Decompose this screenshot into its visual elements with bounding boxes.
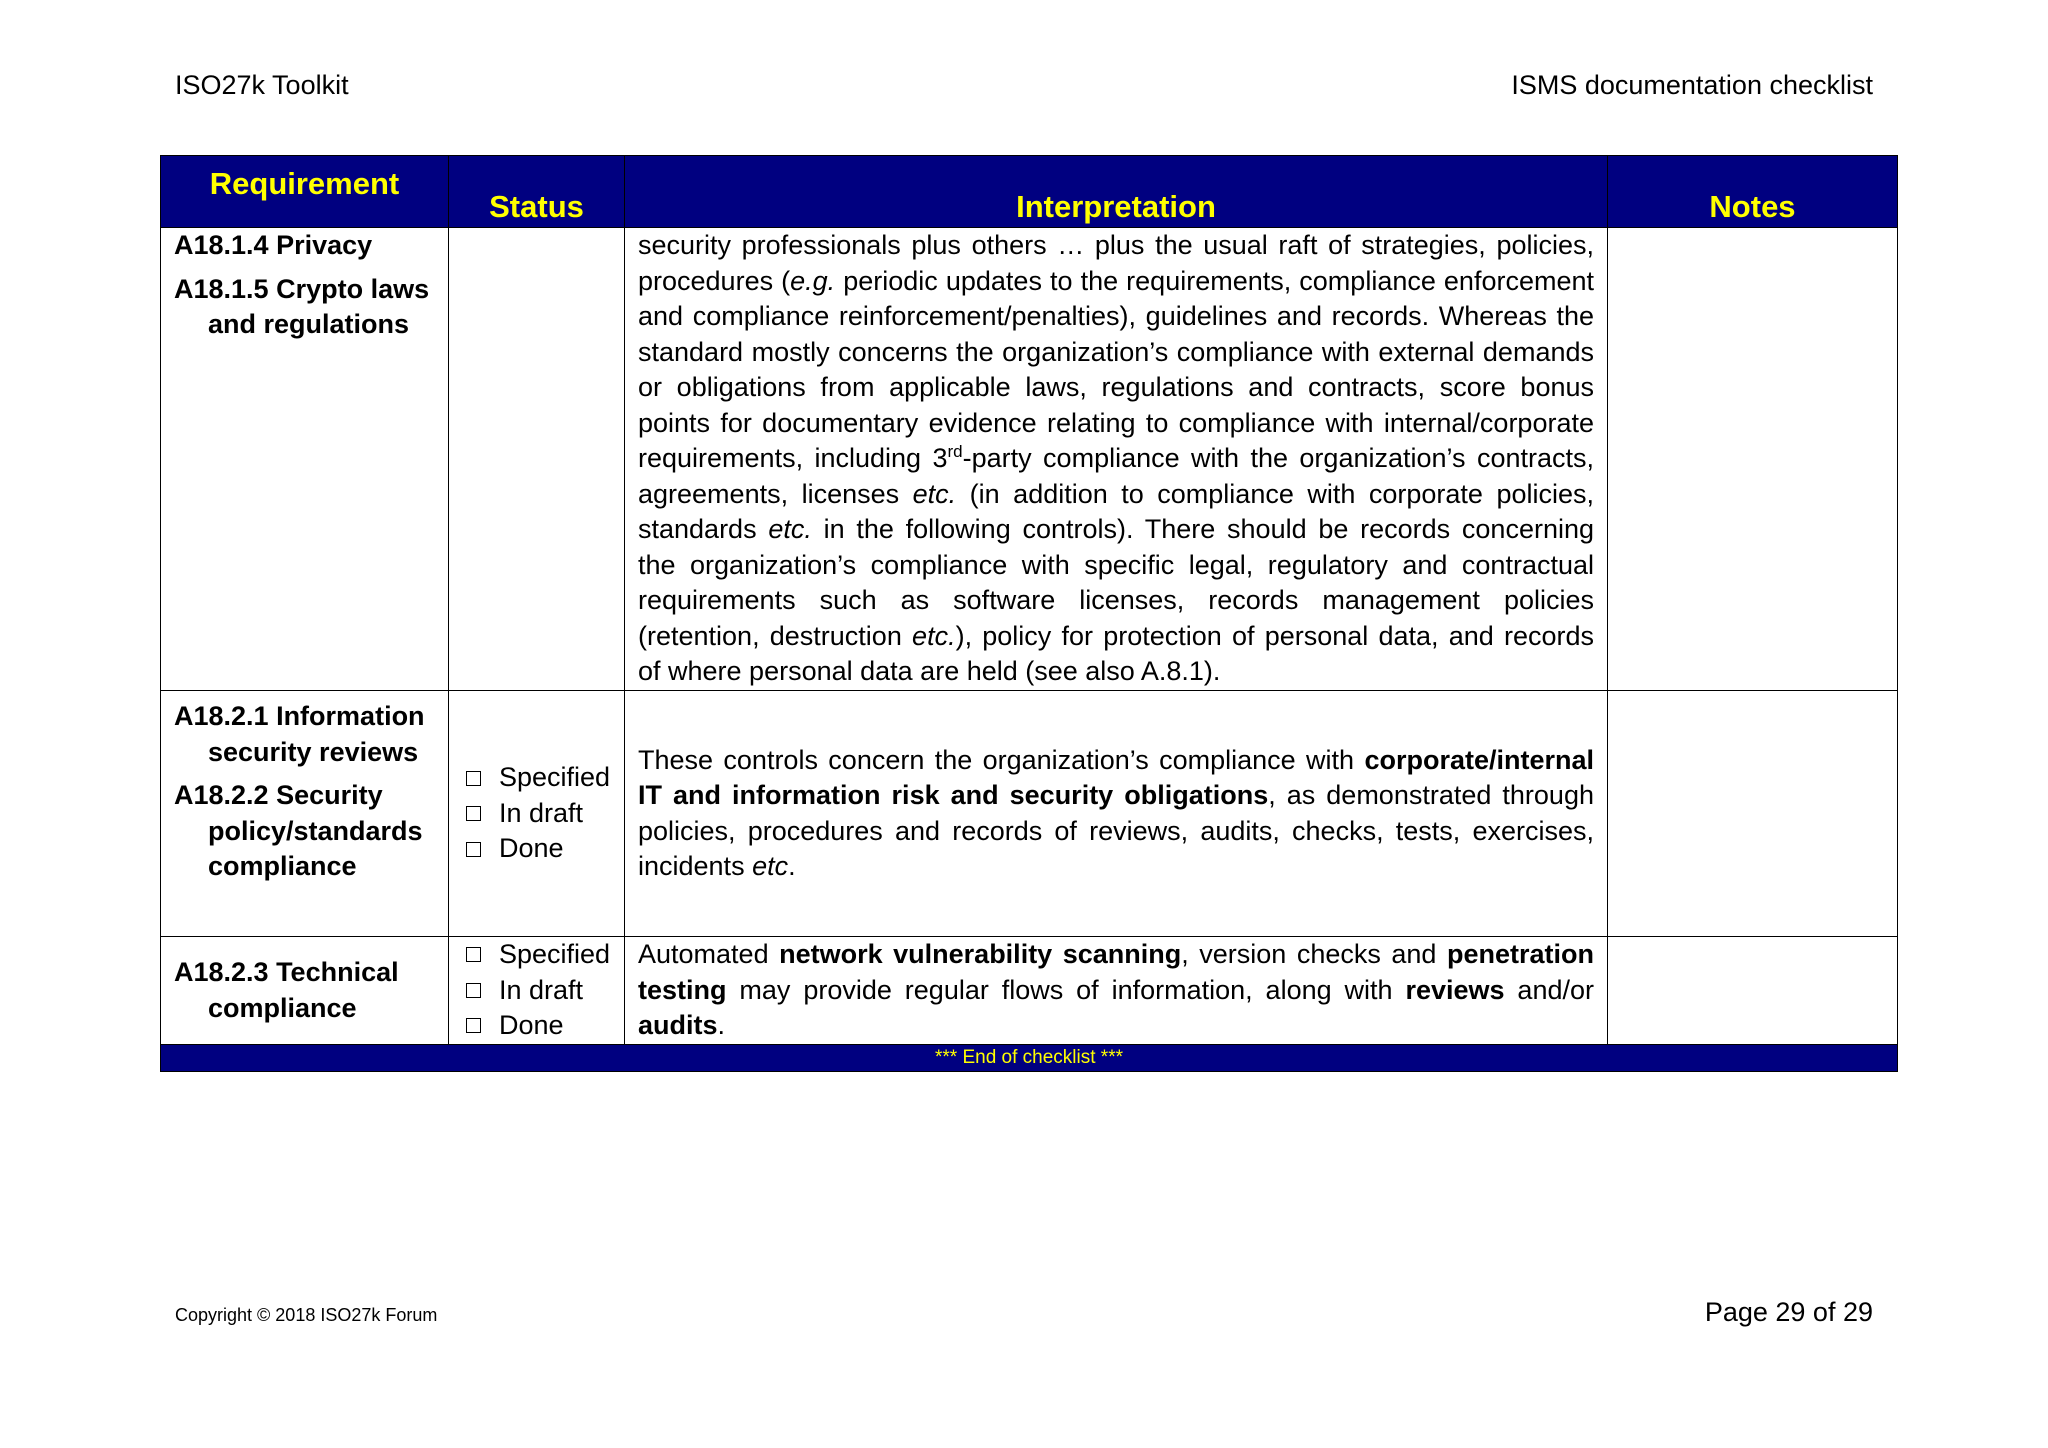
interpretation-text-italic: e.g. bbox=[790, 265, 836, 296]
interpretation-text-italic: etc bbox=[752, 851, 789, 881]
interpretation-text: -party compliance with the organization’s contracts, agreements, licenses bbox=[638, 443, 1594, 509]
column-header-interpretation: Interpretation bbox=[625, 156, 1608, 228]
notes-cell[interactable] bbox=[1608, 691, 1898, 937]
interpretation-cell bbox=[625, 691, 1608, 937]
status-option-done[interactable] bbox=[462, 831, 611, 867]
status-cell bbox=[449, 691, 625, 937]
status-option-label: Done bbox=[499, 833, 564, 864]
table-row bbox=[161, 228, 1898, 691]
notes-cell[interactable] bbox=[1608, 228, 1898, 691]
interpretation-text: periodic updates to the requirements, compliance enforcement and compliance reinforcement/penalties), guidelines and records. Whereas the standard mostly concerns the organization’s compliance with external demands or obligations from applicable laws, regulations and contracts, score bonus points for documentary evidence relating to compliance with internal/corporate requirements, including 3 bbox=[638, 265, 1595, 473]
status-checklist bbox=[462, 937, 611, 1044]
requirement-label: A18.1.5 Crypto laws and regulations bbox=[174, 273, 430, 339]
status-option-in-draft[interactable] bbox=[462, 973, 611, 1009]
checkbox-icon[interactable] bbox=[466, 983, 481, 998]
column-header-notes: Notes bbox=[1608, 156, 1898, 228]
status-option-specified[interactable] bbox=[462, 760, 611, 796]
checkbox-icon[interactable] bbox=[466, 842, 481, 857]
checklist-table bbox=[160, 155, 1898, 1072]
interpretation-text-bold: audits bbox=[638, 1010, 718, 1040]
interpretation-text: . bbox=[717, 1010, 726, 1040]
interpretation-text-italic: etc. bbox=[912, 620, 956, 651]
status-option-label: Specified bbox=[499, 762, 611, 793]
status-option-label: In draft bbox=[499, 797, 584, 828]
status-checklist bbox=[462, 760, 611, 867]
interpretation-text: may provide regular flows of information, along with bbox=[726, 974, 1406, 1005]
requirement-label: A18.2.3 Technical compliance bbox=[174, 957, 399, 1023]
requirement-cell bbox=[161, 228, 449, 691]
checkbox-icon[interactable] bbox=[466, 1018, 481, 1033]
interpretation-text: , version checks and bbox=[1181, 939, 1447, 969]
interpretation-text-italic: etc. bbox=[768, 514, 812, 544]
checkbox-icon[interactable] bbox=[466, 947, 481, 962]
interpretation-text: security professionals plus others … plus the usual raft of strategies, policies, procedures ( bbox=[638, 230, 1594, 296]
status-option-label: Done bbox=[499, 1010, 564, 1040]
interpretation-text: These controls concern the organization’s compliance with bbox=[638, 744, 1365, 775]
interpretation-cell bbox=[625, 937, 1608, 1045]
copyright-notice: Copyright © 2018 ISO27k Forum bbox=[175, 1305, 438, 1325]
requirement-label: A18.2.1 Information security reviews bbox=[174, 701, 425, 767]
end-of-checklist-banner: *** End of checklist *** bbox=[161, 1045, 1898, 1072]
column-header-status: Status bbox=[449, 156, 625, 228]
interpretation-superscript: rd bbox=[947, 442, 963, 461]
checkbox-icon[interactable] bbox=[466, 806, 481, 821]
status-option-specified[interactable] bbox=[462, 937, 611, 973]
status-option-label: Specified bbox=[499, 939, 611, 969]
status-option-done[interactable] bbox=[462, 1008, 611, 1044]
status-cell bbox=[449, 937, 625, 1045]
table-row bbox=[161, 937, 1898, 1045]
interpretation-text: and/or bbox=[1504, 974, 1594, 1005]
interpretation-text: Automated bbox=[638, 939, 780, 969]
table-header-row bbox=[161, 156, 1898, 228]
interpretation-cell bbox=[625, 228, 1608, 691]
interpretation-text: (in addition to compliance with corporate policies, standards bbox=[638, 478, 1594, 544]
status-cell bbox=[449, 228, 625, 691]
interpretation-text-bold: reviews bbox=[1405, 974, 1505, 1005]
requirement-label: A18.2.2 Security policy/standards compliance bbox=[174, 780, 423, 881]
page-number: Page 29 of 29 bbox=[1704, 1297, 1873, 1327]
interpretation-text: . bbox=[788, 851, 796, 881]
requirement-cell bbox=[161, 691, 449, 937]
interpretation-text: ), policy for protection of personal data, and records of where personal data are held (see also A.8.1). bbox=[638, 620, 1594, 686]
status-option-label: In draft bbox=[499, 974, 584, 1005]
requirement-cell bbox=[161, 937, 449, 1045]
table-row bbox=[161, 691, 1898, 937]
checkbox-icon[interactable] bbox=[466, 771, 481, 786]
interpretation-text-bold: corporate/internal IT and information risk and security obligations bbox=[638, 744, 1594, 810]
header-toolkit-title: ISO27k Toolkit bbox=[175, 70, 349, 100]
interpretation-text-italic: etc. bbox=[912, 478, 957, 509]
status-option-in-draft[interactable] bbox=[462, 796, 611, 832]
requirement-label: A18.1.4 Privacy bbox=[174, 230, 373, 260]
interpretation-text-bold: penetration testing bbox=[638, 939, 1594, 1005]
table-footer-row bbox=[161, 1045, 1898, 1072]
interpretation-text: in the following controls). There should be records concerning the organization’s compliance with specific legal, regulatory and contractual requirements such as software licenses, records management policies (retention, destruction bbox=[638, 514, 1594, 651]
notes-cell[interactable] bbox=[1608, 937, 1898, 1045]
column-header-requirement: Requirement bbox=[161, 156, 449, 228]
interpretation-text: , as demonstrated through policies, procedures and records of reviews, audits, checks, tests, exercises, incidents bbox=[638, 780, 1594, 881]
interpretation-text-bold: network vulnerability scanning bbox=[779, 939, 1182, 969]
header-document-title: ISMS documentation checklist bbox=[1511, 70, 1873, 100]
